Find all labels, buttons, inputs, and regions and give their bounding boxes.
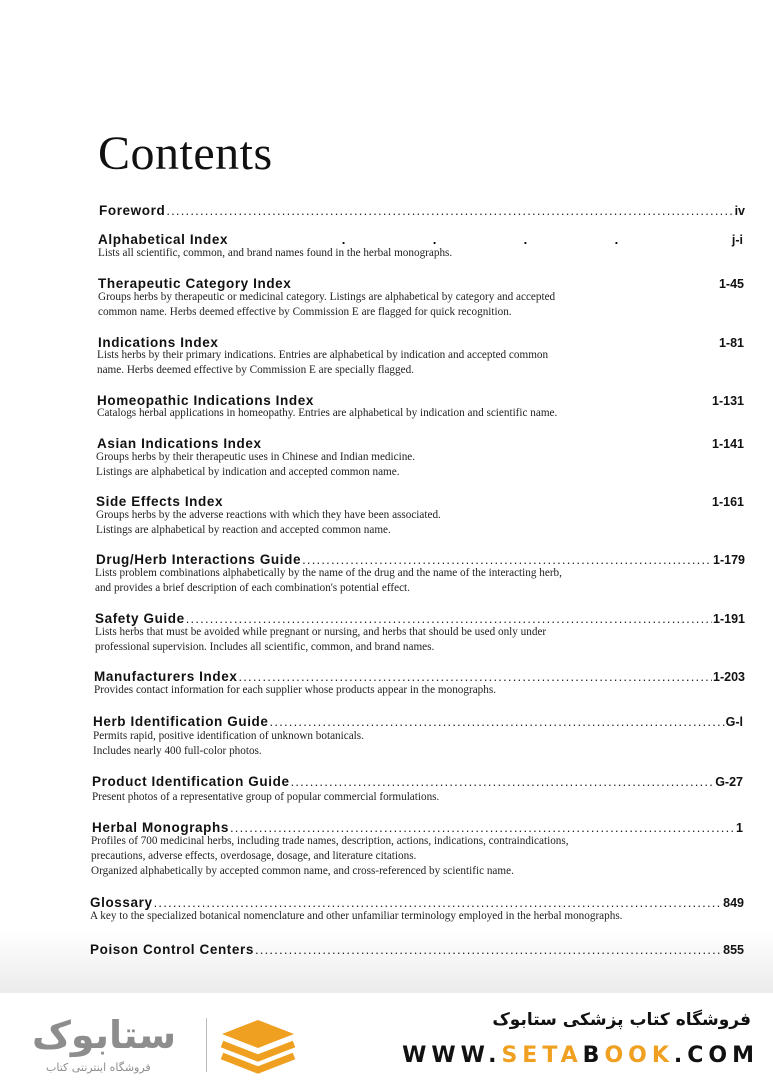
entry-description xyxy=(95,625,546,655)
page-number: 1-45 xyxy=(718,277,744,291)
description-line: Includes nearly 400 full-color photos. xyxy=(93,745,262,757)
description-line: Provides contact information for each supplier whose products appear in the monographs. xyxy=(94,684,497,696)
description-line: Profiles of 700 medicinal herbs, including trade names, description, actions, indications, contraindications, xyxy=(91,835,569,847)
entry-description xyxy=(97,406,557,421)
entry-description xyxy=(97,348,548,378)
entry-description xyxy=(90,909,622,924)
entry-description xyxy=(98,290,555,320)
dot-leader xyxy=(154,895,723,910)
description-line: precautions, adverse effects, overdosage, dosage, and literature citations. xyxy=(91,850,417,862)
dot-leader xyxy=(230,820,735,835)
store-name: فروشگاه کتاب پزشکی ستابوک xyxy=(492,1010,751,1030)
dot-leader xyxy=(186,611,712,626)
dot-leader xyxy=(166,203,733,218)
page-number: 849 xyxy=(723,896,744,910)
dot-leader xyxy=(302,552,712,567)
page-number: j-i xyxy=(731,233,743,247)
entry-heading[interactable]: Homeopathic Indications Index xyxy=(97,393,314,408)
entry-description xyxy=(96,450,415,480)
description-line: and provides a brief description of each combination's potential effect. xyxy=(95,582,410,594)
entry-heading[interactable]: Glossary xyxy=(90,895,153,910)
page-number: 1-141 xyxy=(712,437,744,451)
description-line: professional supervision. Includes all scientific, common, and brand names. xyxy=(95,641,435,653)
page-number: iv xyxy=(734,204,745,218)
description-line: Lists herbs by their primary indications. Entries are alphabetical by indication and accepted common xyxy=(97,349,549,361)
entry-heading[interactable]: Safety Guide xyxy=(95,611,185,626)
dot-leader xyxy=(291,774,715,789)
description-line: Organized alphabetically by accepted common name, and cross-referenced by scientific name. xyxy=(91,865,514,877)
entry-heading[interactable]: Foreword xyxy=(99,203,166,218)
page-title: Contents xyxy=(98,127,273,180)
store-url[interactable] xyxy=(402,1043,759,1068)
description-line: Lists all scientific, common, and brand names found in the herbal monographs. xyxy=(98,247,453,259)
entry-heading[interactable]: Asian Indications Index xyxy=(97,436,262,451)
description-line: name. Herbs deemed effective by Commission E are specially flagged. xyxy=(97,364,414,376)
entry-description xyxy=(93,729,364,759)
description-line: common name. Herbs deemed effective by Commission E are flagged for quick recognition. xyxy=(98,306,512,318)
page-number: 1-179 xyxy=(713,553,745,567)
entry-description xyxy=(92,790,439,805)
page-number: 1-81 xyxy=(718,336,744,350)
dot-leader xyxy=(255,942,722,957)
page-number: G-27 xyxy=(715,775,743,789)
url-highlight: OOK xyxy=(604,1043,674,1068)
entry-heading[interactable]: Alphabetical Index xyxy=(98,232,229,247)
entry-heading[interactable]: Product Identification Guide xyxy=(92,774,290,789)
page-number: 1-203 xyxy=(713,670,745,684)
description-line: A key to the specialized botanical nomenclature and other unfamiliar terminology employed in the herbal monographs. xyxy=(90,910,623,922)
dot-leader xyxy=(238,669,712,684)
entry-heading[interactable]: Poison Control Centers xyxy=(90,942,254,957)
entry-heading[interactable]: Indications Index xyxy=(98,335,219,350)
entry-description xyxy=(95,566,562,596)
book-stack-logo-icon xyxy=(218,1018,298,1074)
entry-description xyxy=(98,246,452,261)
description-line: Listings are alphabetical by indication and accepted common name. xyxy=(96,466,400,478)
description-line: Lists problem combinations alphabetically by the name of the drug and the name of the interacting herb, xyxy=(95,567,562,579)
url-part: B xyxy=(582,1043,605,1068)
entry-description xyxy=(96,508,441,538)
store-logo-subtitle: فروشگاه اینترنتی کتاب xyxy=(46,1061,151,1074)
url-part: .COM xyxy=(673,1043,759,1068)
dot-leader xyxy=(270,714,725,729)
description-line: Lists herbs that must be avoided while pregnant or nursing, and herbs that should be used only under xyxy=(95,626,547,638)
page-number: 1 xyxy=(736,821,743,835)
url-highlight: SETA xyxy=(501,1043,583,1068)
description-line: Permits rapid, positive identification of unknown botanicals. xyxy=(93,730,364,742)
entry-heading[interactable]: Drug/Herb Interactions Guide xyxy=(96,552,302,567)
description-line: Catalogs herbal applications in homeopathy. Entries are alphabetical by indication and scientific name. xyxy=(97,407,558,419)
page-number: 855 xyxy=(723,943,744,957)
description-line: Groups herbs by therapeutic or medicinal category. Listings are alphabetical by category and accepted xyxy=(98,291,556,303)
store-logo[interactable]: ستابوک xyxy=(32,1013,177,1057)
entry-description xyxy=(91,834,569,879)
entry-heading[interactable]: Therapeutic Category Index xyxy=(98,276,292,291)
page-number: 1-161 xyxy=(712,495,744,509)
description-line: Present photos of a representative group of popular commercial formulations. xyxy=(92,791,440,803)
page-number: G-l xyxy=(725,715,743,729)
entry-description xyxy=(94,683,496,698)
url-part: WWW. xyxy=(402,1043,502,1068)
page-number: 1-191 xyxy=(713,612,745,626)
description-line: Groups herbs by their therapeutic uses in Chinese and Indian medicine. xyxy=(96,451,416,463)
description-line: Groups herbs by the adverse reactions with which they have been associated. xyxy=(96,509,441,521)
description-line: Listings are alphabetical by reaction and accepted common name. xyxy=(96,524,391,536)
entry-heading[interactable]: Herb Identification Guide xyxy=(93,714,269,729)
entry-heading[interactable]: Herbal Monographs xyxy=(92,820,229,835)
entry-heading[interactable]: Manufacturers Index xyxy=(94,669,238,684)
page-number: 1-131 xyxy=(712,394,744,408)
divider xyxy=(206,1018,207,1072)
dot-leader: . . . . xyxy=(341,232,619,247)
entry-heading[interactable]: Side Effects Index xyxy=(96,494,224,509)
